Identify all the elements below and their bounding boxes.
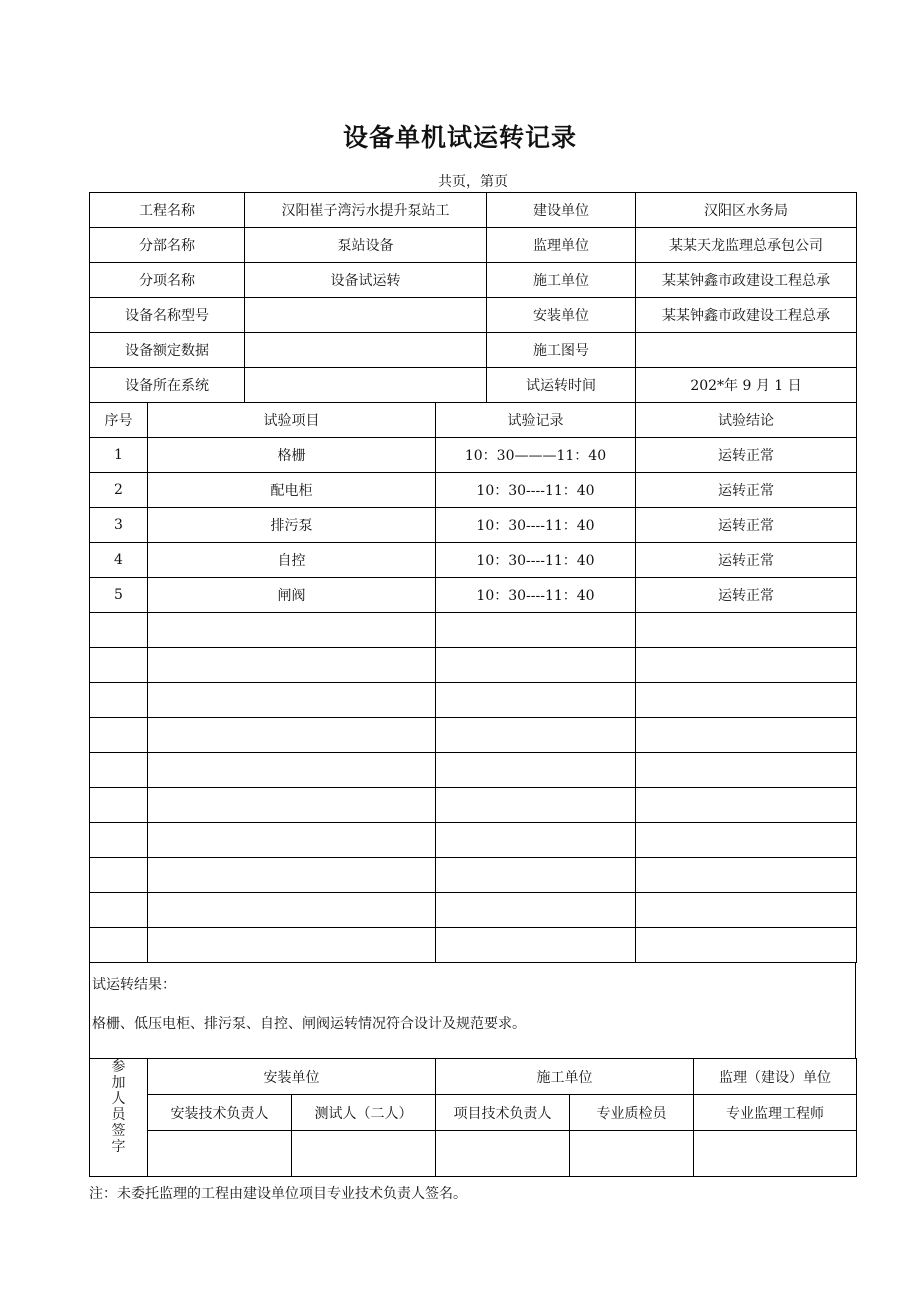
info-label: 工程名称 — [90, 193, 245, 228]
item-item: 自控 — [148, 543, 436, 578]
item-record[interactable] — [436, 753, 636, 788]
item-no[interactable] — [90, 683, 148, 718]
item-item[interactable] — [148, 858, 436, 893]
result-heading: 试运转结果： — [92, 977, 176, 993]
item-item[interactable] — [148, 823, 436, 858]
group-install-unit: 安装单位 — [148, 1059, 436, 1095]
info-value[interactable]: 某某钟鑫市政建设工程总承 — [636, 298, 857, 333]
info-label: 监理单位 — [487, 228, 636, 263]
info-label: 分部名称 — [90, 228, 245, 263]
item-item[interactable] — [148, 648, 436, 683]
item-no[interactable] — [90, 858, 148, 893]
item-record: 10：30----11：40 — [436, 473, 636, 508]
info-value[interactable] — [245, 298, 487, 333]
table-row — [90, 858, 857, 893]
role-project-tech-lead: 项目技术负责人 — [436, 1095, 570, 1131]
item-record[interactable] — [436, 788, 636, 823]
table-row — [90, 473, 857, 508]
item-conclusion[interactable] — [636, 928, 857, 963]
info-value[interactable]: 汉阳区水务局 — [636, 193, 857, 228]
role-supervision-engineer: 专业监理工程师 — [694, 1095, 857, 1131]
info-value[interactable] — [636, 333, 857, 368]
table-row — [90, 718, 857, 753]
item-item[interactable] — [148, 928, 436, 963]
side-char: 加 — [111, 1075, 126, 1091]
item-conclusion: 运转正常 — [636, 473, 857, 508]
table-row — [90, 928, 857, 963]
item-conclusion[interactable] — [636, 753, 857, 788]
item-no: 1 — [90, 438, 148, 473]
table-row — [90, 613, 857, 648]
info-label: 施工单位 — [487, 263, 636, 298]
item-no[interactable] — [90, 648, 148, 683]
item-item: 闸阀 — [148, 578, 436, 613]
item-no[interactable] — [90, 788, 148, 823]
info-label: 试运转时间 — [487, 368, 636, 403]
signature-cell[interactable] — [436, 1131, 570, 1177]
item-record: 10：30———11：40 — [436, 438, 636, 473]
item-no: 4 — [90, 543, 148, 578]
signature-cell[interactable] — [694, 1131, 857, 1177]
group-construction-unit: 施工单位 — [436, 1059, 694, 1095]
test-items-table — [89, 402, 857, 963]
item-no[interactable] — [90, 753, 148, 788]
item-no[interactable] — [90, 718, 148, 753]
role-tester: 测试人（二人） — [292, 1095, 436, 1131]
info-label: 设备所在系统 — [90, 368, 245, 403]
info-value[interactable]: 某某钟鑫市政建设工程总承 — [636, 263, 857, 298]
info-label: 设备名称型号 — [90, 298, 245, 333]
project-info-table — [89, 192, 857, 403]
item-record[interactable] — [436, 893, 636, 928]
table-row — [90, 508, 857, 543]
item-conclusion[interactable] — [636, 893, 857, 928]
info-value[interactable]: 202*年 9 月 1 日 — [636, 368, 857, 403]
item-record[interactable] — [436, 928, 636, 963]
table-row — [90, 648, 857, 683]
role-quality-inspector: 专业质检员 — [570, 1095, 694, 1131]
item-conclusion[interactable] — [636, 858, 857, 893]
item-no[interactable] — [90, 893, 148, 928]
table-row — [90, 578, 857, 613]
item-conclusion[interactable] — [636, 683, 857, 718]
item-item[interactable] — [148, 718, 436, 753]
item-item[interactable] — [148, 753, 436, 788]
info-label: 建设单位 — [487, 193, 636, 228]
group-supervision-unit: 监理（建设）单位 — [694, 1059, 857, 1095]
info-row — [90, 368, 857, 403]
item-conclusion[interactable] — [636, 718, 857, 753]
item-conclusion: 运转正常 — [636, 438, 857, 473]
side-char: 参 — [111, 1059, 126, 1075]
signature-cell[interactable] — [292, 1131, 436, 1177]
item-item[interactable] — [148, 893, 436, 928]
item-conclusion: 运转正常 — [636, 578, 857, 613]
item-conclusion[interactable] — [636, 788, 857, 823]
item-record[interactable] — [436, 613, 636, 648]
info-row — [90, 228, 857, 263]
signature-table — [89, 1058, 857, 1177]
page-info: 共页，第页 — [438, 174, 508, 190]
item-conclusion[interactable] — [636, 823, 857, 858]
table-row — [90, 823, 857, 858]
item-no[interactable] — [90, 823, 148, 858]
info-value[interactable]: 设备试运转 — [245, 263, 487, 298]
item-item[interactable] — [148, 613, 436, 648]
side-char: 员 — [111, 1107, 126, 1123]
item-record[interactable] — [436, 683, 636, 718]
item-conclusion: 运转正常 — [636, 508, 857, 543]
info-row — [90, 193, 857, 228]
item-no[interactable] — [90, 613, 148, 648]
sign-side-label — [90, 1059, 148, 1177]
item-record[interactable] — [436, 823, 636, 858]
item-record[interactable] — [436, 858, 636, 893]
item-record: 10：30----11：40 — [436, 543, 636, 578]
table-row — [90, 893, 857, 928]
item-no[interactable] — [90, 928, 148, 963]
item-conclusion: 运转正常 — [636, 543, 857, 578]
info-label: 设备额定数据 — [90, 333, 245, 368]
side-char: 签 — [111, 1123, 126, 1139]
item-conclusion[interactable] — [636, 613, 857, 648]
signature-cell[interactable] — [148, 1131, 292, 1177]
item-record[interactable] — [436, 648, 636, 683]
header-record: 试验记录 — [436, 403, 636, 438]
item-item: 格栅 — [148, 438, 436, 473]
item-record: 10：30----11：40 — [436, 578, 636, 613]
footnote: 注：未委托监理的工程由建设单位项目专业技术负责人签名。 — [89, 1186, 467, 1202]
table-row — [90, 788, 857, 823]
header-item: 试验项目 — [148, 403, 436, 438]
info-label: 安装单位 — [487, 298, 636, 333]
info-value[interactable]: 泵站设备 — [245, 228, 487, 263]
item-record: 10：30----11：40 — [436, 508, 636, 543]
item-no: 5 — [90, 578, 148, 613]
table-row — [90, 753, 857, 788]
role-install-tech-lead: 安装技术负责人 — [148, 1095, 292, 1131]
side-char: 字 — [111, 1139, 126, 1155]
info-row — [90, 298, 857, 333]
side-char: 人 — [111, 1091, 126, 1107]
info-value[interactable] — [245, 333, 487, 368]
item-no: 2 — [90, 473, 148, 508]
result-text: 格栅、低压电柜、排污泵、自控、闸阀运转情况符合设计及规范要求。 — [92, 1016, 526, 1032]
item-no: 3 — [90, 508, 148, 543]
info-label: 分项名称 — [90, 263, 245, 298]
item-conclusion[interactable] — [636, 648, 857, 683]
page-title: 设备单机试运转记录 — [342, 123, 577, 152]
info-row — [90, 263, 857, 298]
table-row — [90, 543, 857, 578]
table-row — [90, 683, 857, 718]
header-no: 序号 — [90, 403, 148, 438]
info-value[interactable] — [245, 368, 487, 403]
info-value[interactable]: 某某天龙监理总承包公司 — [636, 228, 857, 263]
table-row — [90, 438, 857, 473]
info-label: 施工图号 — [487, 333, 636, 368]
signature-cell[interactable] — [570, 1131, 694, 1177]
item-item: 配电柜 — [148, 473, 436, 508]
header-conclusion: 试验结论 — [636, 403, 857, 438]
items-header-row — [90, 403, 857, 438]
result-section — [89, 962, 856, 1059]
info-value[interactable]: 汉阳崔子湾污水提升泵站工 — [245, 193, 487, 228]
item-item: 排污泵 — [148, 508, 436, 543]
item-record[interactable] — [436, 718, 636, 753]
info-row — [90, 333, 857, 368]
item-item[interactable] — [148, 788, 436, 823]
item-item[interactable] — [148, 683, 436, 718]
